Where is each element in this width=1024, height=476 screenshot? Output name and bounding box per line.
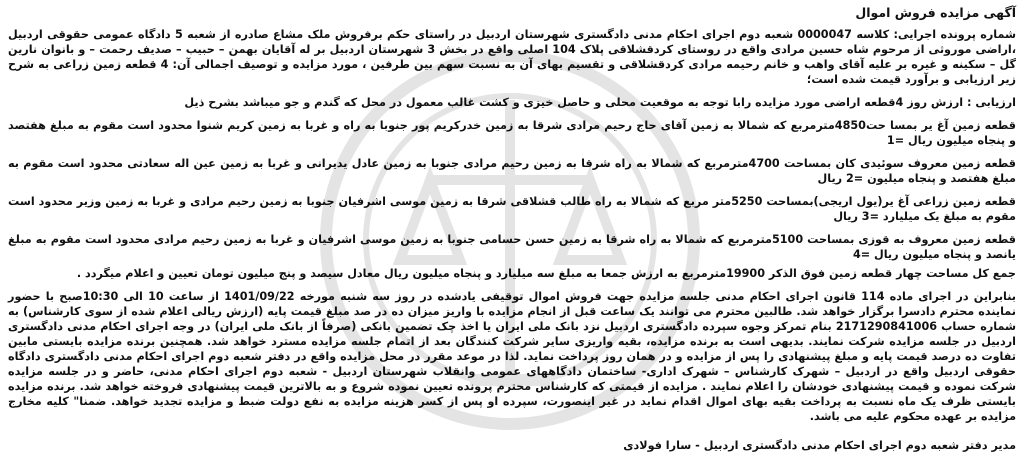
auction-conditions-paragraph: بنابراین در اجرای ماده 114 قانون اجرای احکام مدنی جلسه مزایده جهت فروش اموال توقیفی یادشده در روز سه شنبه مورخه 1401/09/22 از ساعت 10 الی 10:30صبح با حضور نماینده محترم دادسرا برگزار خواهد شد. طالبین محترم می توانند یک ساعت قبل از انجام مزایده با واریز میزان ده در صد مبلغ قیمت پایه (ارزش ریالی اعلام شده از سوی کارشناس) به شماره حساب 2171290841006 بنام تمرکز وجوه سپرده دادگستری اردبیل نزد بانک ملی ایران یا اخذ چک تضمین بانکی (صرفاً از بانک ملی ایران) در وجه اجرای احکام مدنی دادگستری اردبیل در جلسه مزایده شرکت نمایند. بدیهی است به برنده مزایده، بقیه واریزی سایر شرکت کنندگان بعد از اتمام جلسه مزایده مسترد خواهد شد. همچنین برنده مزایده بایستی مابین تفاوت ده درصد قیمت پایه و مبلغ پیشنهادی را پس از مزایده و در همان روز پرداخت نماید. لذا در موعد مقرر در محل مزایده واقع در دفتر شعبه دوم اجرای احکام مدنی دادگستری دادگاه حقوقی اردبیل واقع در اردبیل – شهرک کارشناس – شهرک اداری- ساختمان دادگاههای عمومی وانقلاب شهرستان اردبیل - شعبه دوم اجرای احکام مدنی، حاضر و در جلسه مزایده شرکت نموده و قیمت پیشنهادی خودشان را اعلام نمایند . مزایده از قیمتی که کارشناس محترم پرونده تعیین نموده شروع و به بالاترین قیمت پیشنهادی فروخته خواهد شد. برنده مزایده بایستی ظرف یک ماه نسبت به پرداخت بقیه بهای اموال اقدام نماید در غیر اینصورت، سپرده او پس از کسر هزینه مزایده به نفع دولت ضبط و مزایده تجدید خواهد. ضمنا" کلیه مخارج مزایده بر عهده محکوم علیه می باشد. xyxy=(8,290,1016,423)
notice-title: آگهی مزایده فروش اموال xyxy=(855,5,1016,20)
plot-2-paragraph: قطعه زمین معروف سوئیدی کان بمساحت 4700مترمربع که شمالا به راه شرقا به زمین رحیم مرادی جنوبا به زمین عادل یدیرانی و غربا به زمین عین اله سعادتی محدود است مقوم به مبلغ هفتصد و پنجاه میلیون =2 ریال xyxy=(8,157,1016,185)
office-manager-signature: مدیر دفتر شعبه دوم اجرای احکام مدنی دادگستری اردبیل - سارا فولادی xyxy=(623,439,1016,452)
plot-1-paragraph: قطعه زمین آغ یر بمسا حت4850مترمربع که شمالا به زمین آقای حاج رحیم مرادی شرقا به زمین خدرکریم پور جنوبا به راه و غربا به زمین کریم شنوا محدود است مقوم به مبلغ هفتصد و پنجاه میلیون ریال =1 xyxy=(8,119,1016,147)
plot-4-paragraph: قطعه زمین معروف به قوزی بمساحت 5100مترمربع که شمالا به راه شرقا به زمین حسن حسامی جنوبا به زمین موسی اشرفیان و غربا به زمین رحیم مرادی محدود است مقوم به مبلغ یانصد و پنجاه میلیون ریال =4 xyxy=(8,233,1016,261)
plot-3-paragraph: قطعه زمین زراعی آغ یر(یول اریجی)بمساحت 5250متر مربع که شمالا به راه طالب قشلاقی شرقا به زمین موسی اشرفیان جنوبا به زمین رحیم مرادی و غربا به زمین وزیر محدود است مقوم به مبلغ یک میلیارد =3 ریال xyxy=(8,195,1016,223)
total-value-paragraph: جمع کل مساحت چهار قطعه زمین فوق الذکر 19900مترمربع به ارزش جمعا به مبلغ سه میلیارد و پنجاه میلیون ریال معادل سیصد و پنج میلیون تومان تعیین و اعلام میگردد . xyxy=(76,267,1016,280)
assessment-paragraph: ارزیابی : ارزش روز 4قطعه اراضی مورد مزایده رابا توجه به موقعیت محلی و حاصل خیزی و کشت غالب معمول در محل که گندم و جو میباشد بشرح ذیل xyxy=(184,96,1016,109)
case-intro-paragraph: شماره پرونده اجرایی: کلاسه 0000047 شعبه دوم اجرای احکام مدنی دادگستری شهرستان اردبیل در راستای حکم برفروش ملک مشاع صادره از شعبه 5 دادگاه عمومی حقوقی اردبیل ،اراضی موروثی از مرحوم شاه حسین مرادی واقع در روستای کردقشلاقی پلاک 104 اصلی واقع در بخش 3 شهرستان اردبیل بر له آقایان بهمن – حبیب – صدیف رحمت – و بانوان نارین گل – سکینه و غیره بر علیه آقای واهب و خانم رحیمه مرادی کردقشلاقی و تقسیم بهای آن به نسبت سهم بین طرفین ، مورد مزایده و توصیف اجمالی آن: 4 قطعه زمین زراعی به شرح زیر ارزیابی و برآورد قیمت شده است؛ xyxy=(8,28,1016,86)
